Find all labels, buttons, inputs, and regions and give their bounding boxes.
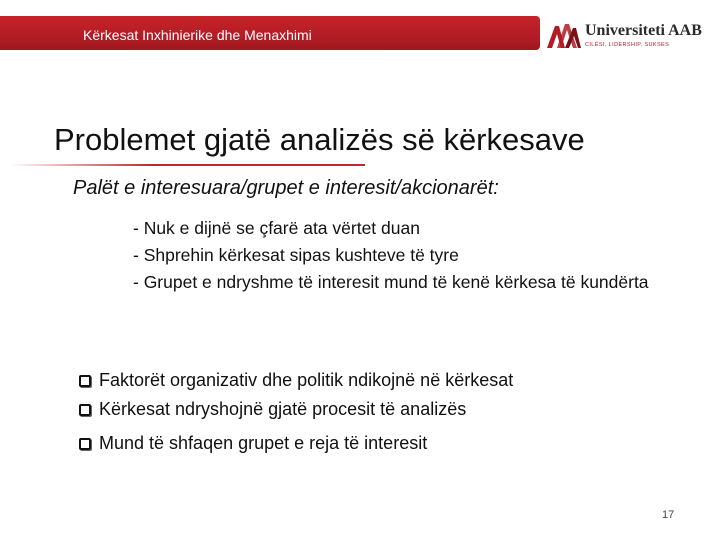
bullet-text: Mund të shfaqen grupet e reja të interesit [99,433,428,453]
university-tagline: CILËSI, LIDERSHIP, SUKSES [585,42,670,48]
dash-item: - Grupet e ndryshme të interesit mund të kenë kërkesa të kundërta [133,272,649,292]
university-logo [543,18,713,52]
title-underline [10,164,365,166]
university-name: Universiteti AAB [585,22,702,39]
bullet-list [79,366,699,458]
bullet-item [79,429,699,458]
checkbox-square-icon [79,375,91,387]
slide-title: Problemet gjatë analizës së kërkesave [54,122,585,157]
bullet-item [79,366,699,395]
page-number: 17 [662,509,675,521]
university-logo-mark-icon [545,20,581,50]
dash-item: - Shprehin kërkesat sipas kushteve të tyre [133,245,459,265]
dash-item: - Nuk e dijnë se çfarë ata vërtet duan [133,218,420,238]
bullet-text: Faktorët organizativ dhe politik ndikojnë në kërkesat [99,370,514,390]
bullet-text: Kërkesat ndryshojnë gjatë procesit të analizës [99,399,467,419]
checkbox-square-icon [79,404,91,416]
dash-list [133,215,693,296]
bullet-item [79,395,699,424]
checkbox-square-icon [79,438,91,450]
course-title: Kërkesat Inxhinierike dhe Menaxhimi [83,27,312,43]
slide-subheading: Palët e interesuara/grupet e interesit/akcionarët: [73,177,499,199]
